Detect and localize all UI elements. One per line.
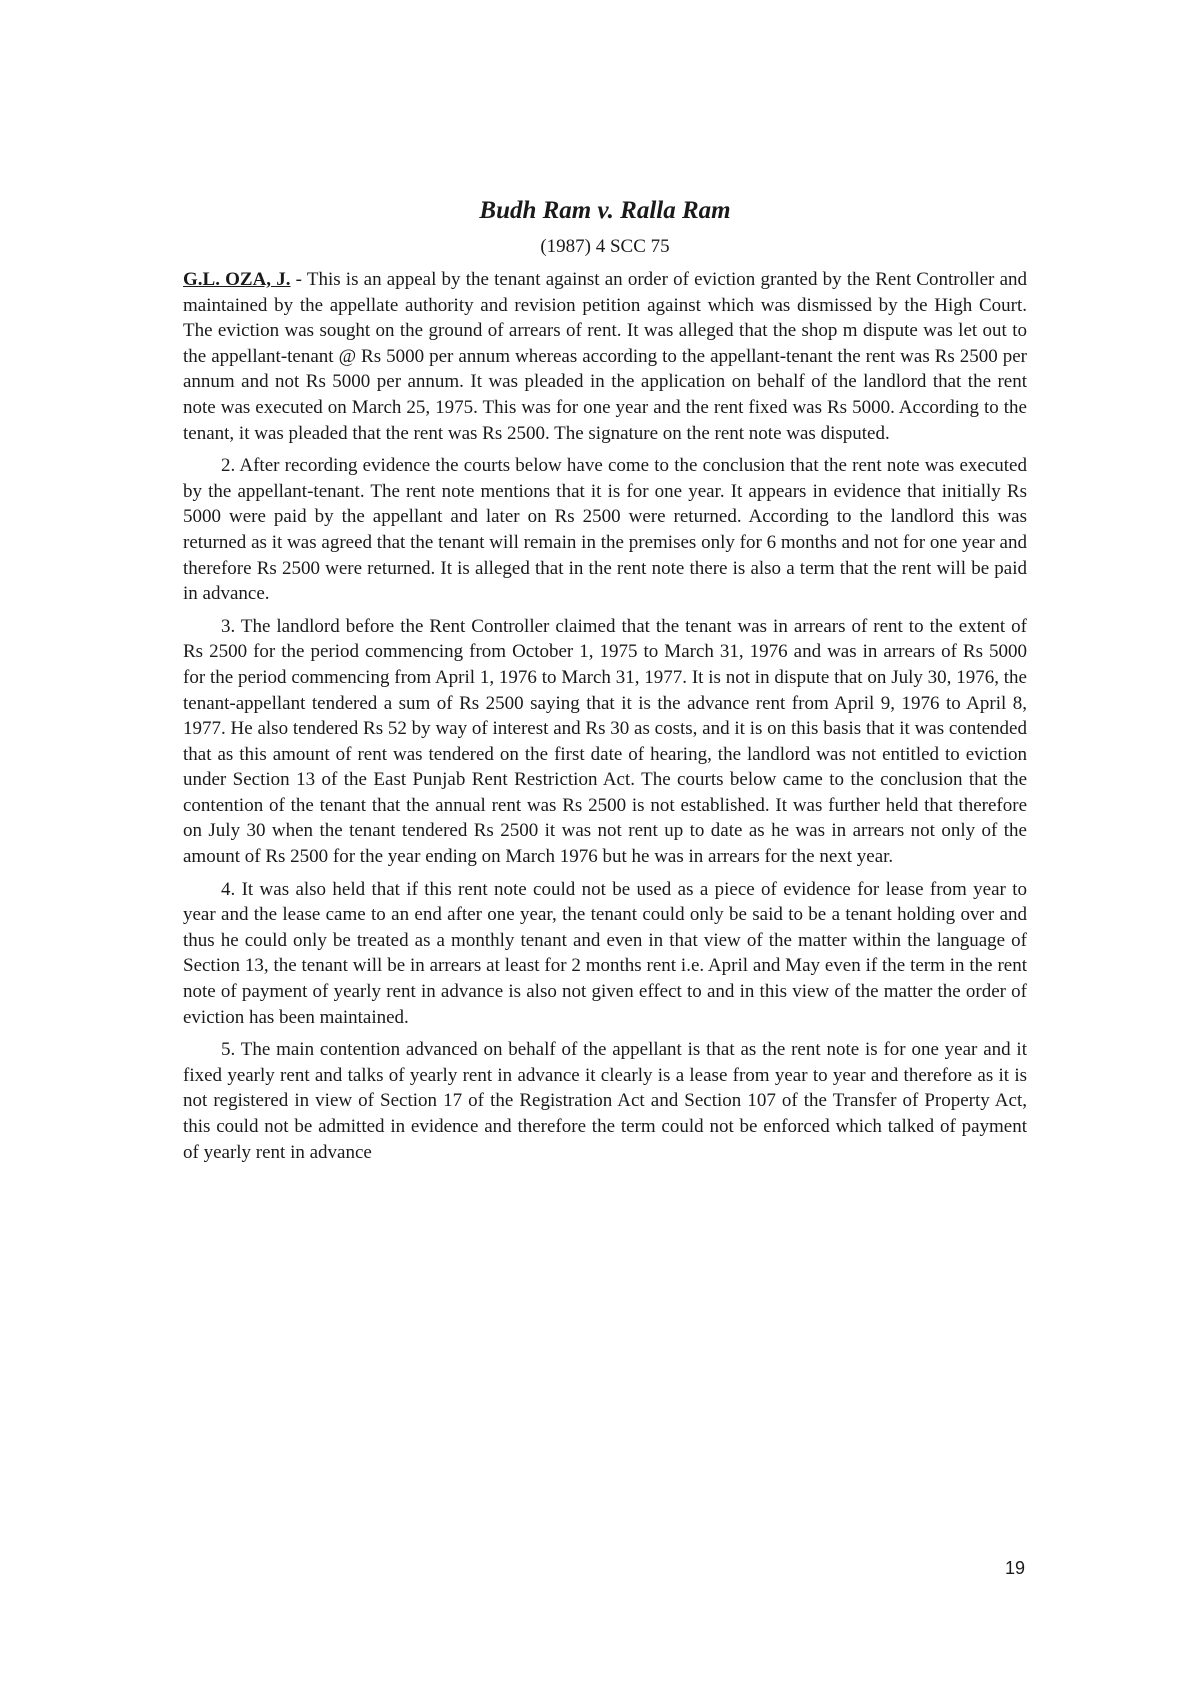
- paragraph-3: 3. The landlord before the Rent Controller claimed that the tenant was in arrears of rent to the extent of Rs 2500 for the period commencing from October 1, 1975 to March 31, 1976 and was in arrears of Rs 5000 for the period commencing from April 1, 1976 to March 31, 1977. It is not in dispute that on July 30, 1976, the tenant-appellant tendered a sum of Rs 2500 saying that it is the advance rent from April 9, 1976 to April 8, 1977. He also tendered Rs 52 by way of interest and Rs 30 as costs, and it is on this basis that it was contended that as this amount of rent was tendered on the first date of hearing, the landlord was not entitled to eviction under Section 13 of the East Punjab Rent Restriction Act. The courts below came to the conclusion that the contention of the tenant that the annual rent was Rs 2500 is not established. It was further held that therefore on July 30 when the tenant tendered Rs 2500 it was not rent up to date as he was in arrears not only of the amount of Rs 2500 for the year ending on March 1976 but he was in arrears for the next year.: [183, 615, 1027, 868]
- judge-name: G.L. OZA, J.: [183, 269, 291, 290]
- paragraph-1: [183, 267, 1027, 446]
- case-title: Budh Ram v. Ralla Ram: [479, 197, 731, 224]
- paragraph-1-text: - This is an appeal by the tenant against an order of eviction granted by the Rent Controller and maintained by the appellate authority and revision petition against which was dismissed by the High Court. The eviction was sought on the ground of arrears of rent. It was alleged that the shop m dispute was let out to the appellant-tenant @ Rs 5000 per annum whereas according to the appellant-tenant the rent was Rs 2500 per annum and not Rs 5000 per annum. It was pleaded in the application on behalf of the landlord that the rent note was executed on March 25, 1975. This was for one year and the rent fixed was Rs 5000. According to the tenant, it was pleaded that the rent was Rs 2500. The signature on the rent note was disputed.: [183, 269, 1027, 444]
- page-number: 19: [1005, 1558, 1026, 1578]
- case-citation: (1987) 4 SCC 75: [540, 236, 670, 257]
- paragraph-5: 5. The main contention advanced on behalf of the appellant is that as the rent note is for one year and it fixed yearly rent and talks of yearly rent in advance it clearly is a lease from year to year and therefore as it is not registered in view of Section 17 of the Registration Act and Section 107 of the Transfer of Property Act, this could not be admitted in evidence and therefore the term could not be enforced which talked of payment of yearly rent in advance: [183, 1039, 1027, 1163]
- paragraph-2: 2. After recording evidence the courts below have come to the conclusion that the rent note was executed by the appellant-tenant. The rent note mentions that it is for one year. It appears in evidence that initially Rs 5000 were paid by the appellant and later on Rs 2500 were returned. According to the landlord this was returned as it was agreed that the tenant will remain in the premises only for 6 months and not for one year and therefore Rs 2500 were returned. It is alleged that in the rent note there is also a term that the rent will be paid in advance.: [183, 455, 1027, 605]
- document-page: [183, 195, 1027, 1172]
- paragraph-4: 4. It was also held that if this rent note could not be used as a piece of evidence for lease from year to year and the lease came to an end after one year, the tenant could only be said to be a tenant holding over and thus he could only be treated as a monthly tenant and even in that view of the matter within the language of Section 13, the tenant will be in arrears at least for 2 months rent i.e. April and May even if the term in the rent note of payment of yearly rent in advance is also not given effect to and in this view of the matter the order of eviction has been maintained.: [183, 878, 1027, 1028]
